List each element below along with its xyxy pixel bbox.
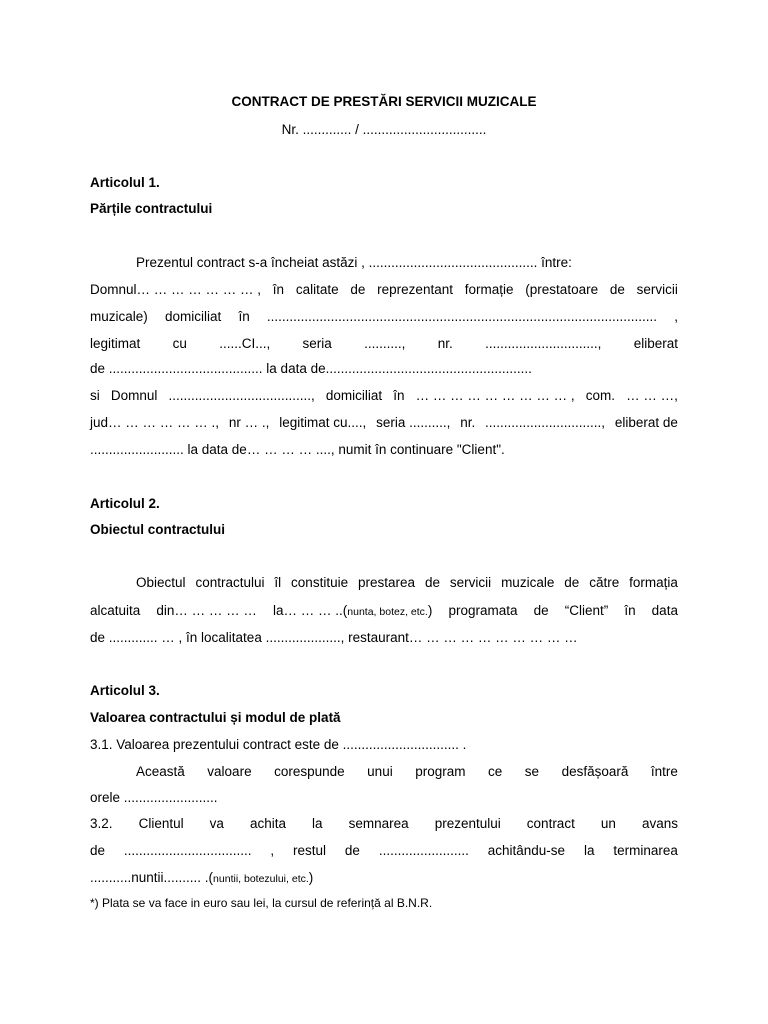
word: , bbox=[270, 843, 275, 858]
word: de bbox=[564, 575, 580, 590]
word: servicii bbox=[636, 282, 678, 297]
word: .............................., bbox=[485, 336, 602, 351]
art1-heading: Articolul 1. bbox=[90, 175, 160, 190]
word: de bbox=[533, 603, 549, 618]
word: ) bbox=[308, 870, 314, 885]
word: achitându-se bbox=[487, 843, 566, 858]
word: constituie bbox=[291, 575, 349, 590]
word: “Client” bbox=[564, 603, 609, 618]
art3-line-6 bbox=[90, 869, 313, 888]
word: la… … … ..( bbox=[273, 603, 348, 618]
word: alcatuita bbox=[90, 603, 141, 618]
art3-line-2 bbox=[136, 763, 678, 781]
word: ..............................., bbox=[485, 415, 606, 430]
contract-number: Nr. ............. / ................................. bbox=[281, 122, 487, 137]
word: domiciliat bbox=[325, 388, 383, 403]
word: va bbox=[209, 816, 224, 831]
word: program bbox=[415, 764, 466, 779]
art2-line-3: de ............. … , în localitatea ...................., restaurant… … … … … … … … … … bbox=[90, 630, 578, 645]
event-types-note: nuntii, botezului, etc. bbox=[213, 873, 309, 885]
word: ......................................, bbox=[168, 388, 315, 403]
word: unui bbox=[367, 764, 393, 779]
art2-subheading: Obiectul contractului bbox=[90, 522, 226, 537]
word: (prestatoare bbox=[525, 282, 599, 297]
word: îl bbox=[274, 575, 282, 590]
word: formație bbox=[464, 282, 514, 297]
word: contract bbox=[526, 816, 575, 831]
art1-line-2 bbox=[90, 281, 678, 299]
word: data bbox=[651, 603, 678, 618]
word: legitimat cu...., bbox=[279, 415, 367, 430]
word: din… … … … … bbox=[156, 603, 257, 618]
art3-line-3: orele ......................... bbox=[90, 790, 218, 805]
word: domiciliat bbox=[164, 309, 222, 324]
word: ......CI..., bbox=[219, 336, 271, 351]
word: formația bbox=[629, 575, 678, 590]
art3-line-5 bbox=[90, 842, 678, 860]
word: nr. bbox=[437, 336, 453, 351]
word: restul bbox=[293, 843, 327, 858]
word: seria bbox=[302, 336, 332, 351]
word: Domnul bbox=[110, 388, 158, 403]
word: în bbox=[272, 282, 285, 297]
art2-line-1 bbox=[136, 574, 678, 592]
word: în bbox=[238, 309, 250, 324]
word: de bbox=[609, 282, 625, 297]
art1-line-3 bbox=[90, 308, 678, 326]
word: , bbox=[674, 309, 678, 324]
word: achita bbox=[249, 816, 286, 831]
word: valoare bbox=[207, 764, 252, 779]
art2-heading: Articolul 2. bbox=[90, 496, 160, 511]
word: ........................................................................................................ bbox=[266, 309, 657, 324]
word: către bbox=[589, 575, 620, 590]
word: Domnul… … … … … … … , bbox=[90, 282, 262, 297]
word: com. bbox=[585, 388, 616, 403]
art1-line-5: de ......................................... la data de....................................................... bbox=[90, 361, 532, 376]
word: desfășoară bbox=[561, 764, 629, 779]
word: programata bbox=[448, 603, 518, 618]
word: se bbox=[524, 764, 540, 779]
word: de bbox=[90, 843, 106, 858]
art3-heading: Articolul 3. bbox=[90, 683, 160, 698]
word: corespunde bbox=[274, 764, 345, 779]
word: legitimat bbox=[90, 336, 141, 351]
payment-footnote: *) Plata se va face in euro sau lei, la cursul de referință al B.N.R. bbox=[90, 896, 433, 910]
art2-line-2 bbox=[90, 602, 678, 621]
art3-line-4 bbox=[90, 815, 678, 833]
word: nr. bbox=[460, 415, 476, 430]
word: … … … … … … … … … , bbox=[415, 388, 575, 403]
word: prezentului bbox=[434, 816, 501, 831]
art1-line-7 bbox=[90, 414, 678, 432]
word: ) bbox=[427, 603, 433, 618]
word: cu bbox=[172, 336, 187, 351]
word: Clientul bbox=[138, 816, 184, 831]
contract-title: CONTRACT DE PRESTĂRI SERVICII MUZICALE bbox=[231, 94, 537, 109]
word: calitate bbox=[295, 282, 339, 297]
word: si bbox=[90, 388, 100, 403]
art3-subheading: Valoarea contractului și modul de plată bbox=[90, 710, 341, 725]
word: nr … ., bbox=[228, 415, 270, 430]
word: terminarea bbox=[613, 843, 678, 858]
word: .........., bbox=[364, 336, 406, 351]
word: eliberat de bbox=[614, 415, 678, 430]
art1-line-4 bbox=[90, 335, 678, 353]
word: muzicale) bbox=[90, 309, 148, 324]
word: Această bbox=[136, 764, 185, 779]
word: un bbox=[600, 816, 616, 831]
word: avans bbox=[641, 816, 678, 831]
art1-line-6 bbox=[90, 387, 678, 405]
word: reprezentant bbox=[377, 282, 453, 297]
word: servicii bbox=[449, 575, 492, 590]
art1-line-8: ......................... la data de… … … … ...., numit în continuare "Client". bbox=[90, 442, 505, 457]
word: 3.2. bbox=[90, 816, 113, 831]
word: semnarea bbox=[348, 816, 409, 831]
event-types-note: nunta, botez, etc. bbox=[347, 606, 428, 618]
word: ...........nuntii.......... .( bbox=[90, 870, 214, 885]
word: .................................. bbox=[123, 843, 252, 858]
art1-subheading: Părțile contractului bbox=[90, 201, 213, 216]
word: între bbox=[650, 764, 678, 779]
word: la bbox=[312, 816, 323, 831]
word: în bbox=[624, 603, 636, 618]
word: de bbox=[350, 282, 366, 297]
word: muzicale bbox=[501, 575, 555, 590]
word: contractului bbox=[195, 575, 265, 590]
word: Obiectul bbox=[136, 575, 186, 590]
word: de bbox=[344, 843, 360, 858]
word: … … …, bbox=[626, 388, 678, 403]
word: ........................ bbox=[378, 843, 469, 858]
word: de bbox=[424, 575, 440, 590]
word: prestarea bbox=[358, 575, 416, 590]
word: în bbox=[393, 388, 405, 403]
word: seria .........., bbox=[376, 415, 451, 430]
art3-line-1: 3.1. Valoarea prezentului contract este de ............................... . bbox=[90, 737, 467, 752]
word: jud… … … … … … ., bbox=[90, 415, 220, 430]
word: ce bbox=[488, 764, 503, 779]
word: la bbox=[583, 843, 595, 858]
art1-line-1: Prezentul contract s-a încheiat astăzi , ............................................. între: bbox=[136, 255, 572, 270]
word: eliberat bbox=[633, 336, 678, 351]
word-group bbox=[273, 602, 432, 621]
